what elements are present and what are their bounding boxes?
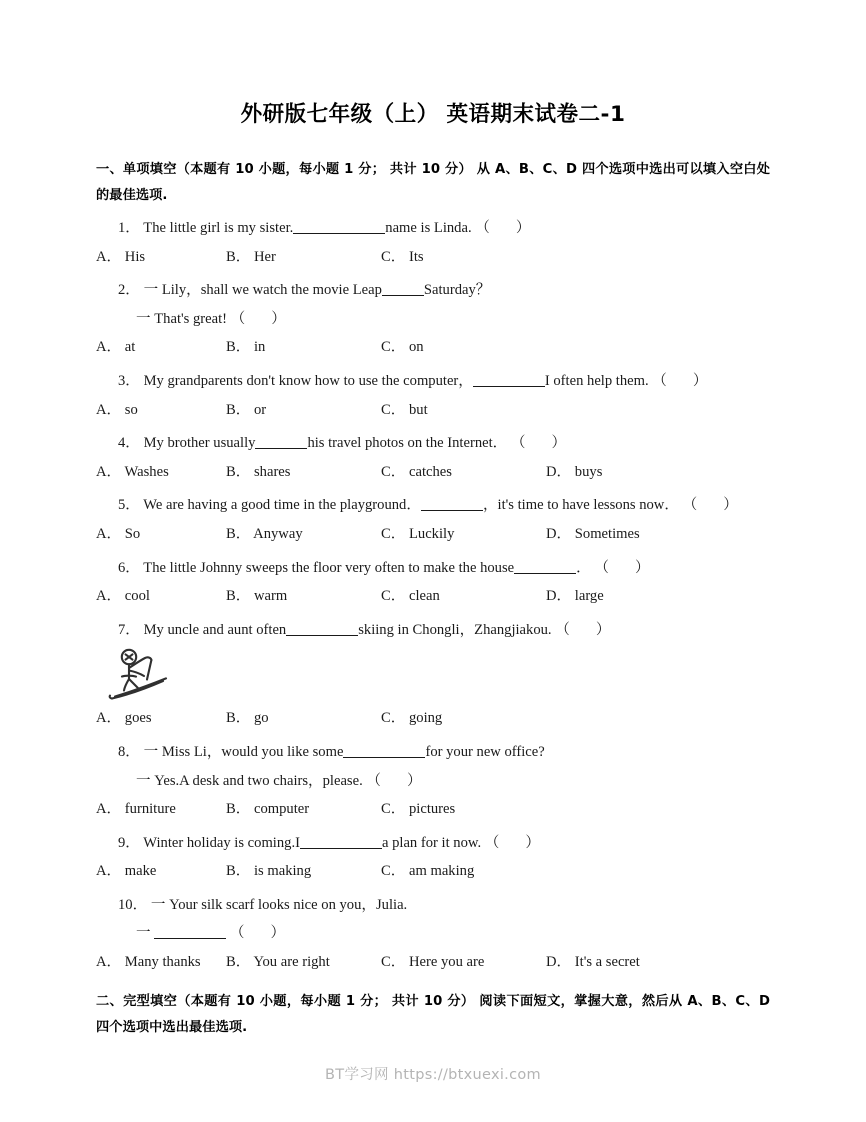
stem-text-before-blank: We are having a good time in the playground． [143, 497, 421, 514]
question-stem [96, 276, 770, 305]
option-text: going [408, 710, 443, 727]
option-label: B． [226, 525, 251, 542]
option-label: B． [226, 339, 251, 356]
option-text: large [574, 588, 604, 605]
option-text: Her [253, 248, 276, 265]
dialogue-dash: 一 [143, 281, 159, 299]
option-d[interactable] [546, 458, 602, 487]
option-text: Here you are [408, 954, 485, 971]
question-block [96, 829, 770, 886]
option-text: at [124, 339, 136, 356]
option-text: buys [574, 463, 603, 480]
stem-text-before-blank: Winter holiday is coming.I [143, 834, 300, 851]
answer-paren[interactable]: （ ） [594, 559, 650, 576]
option-text: You are right [253, 954, 330, 971]
question-number: 10． [118, 896, 148, 913]
option-label: B． [226, 248, 251, 265]
option-text: or [253, 401, 267, 418]
option-d[interactable] [546, 948, 640, 977]
question-stem [96, 367, 770, 396]
option-label: B． [226, 463, 251, 480]
stem-text-before-blank: My uncle and aunt often [143, 621, 287, 638]
option-b[interactable] [226, 396, 266, 425]
question-number: 5． [118, 497, 140, 514]
option-label: A． [96, 710, 122, 727]
options-row [96, 396, 770, 425]
question-stem [96, 829, 770, 858]
option-label: A． [96, 401, 122, 418]
options-row [96, 795, 770, 824]
answer-blank[interactable] [293, 233, 385, 234]
option-text: but [408, 401, 428, 418]
question-block [96, 891, 770, 977]
section-heading-2: 二、完型填空（本题有 10 小题，每小题 1 分； 共计 10 分） 阅读下面短文，掌握大意，然后从 A、B、C、D 四个选项中选出最佳选项. [96, 993, 770, 1035]
option-b[interactable] [226, 704, 269, 733]
option-label: D． [546, 463, 572, 480]
option-text: Its [408, 248, 424, 265]
question-number: 1． [118, 220, 140, 236]
answer-paren[interactable]: （ ） [229, 925, 286, 942]
option-b[interactable] [226, 795, 309, 824]
option-a[interactable] [96, 795, 176, 824]
skier-icon [96, 646, 770, 704]
option-label: C． [381, 525, 406, 542]
option-b[interactable] [226, 458, 290, 487]
question-stem-second-line [96, 919, 770, 948]
option-label: B． [226, 801, 251, 818]
question-stem [96, 429, 770, 458]
option-text: make [124, 863, 157, 880]
stem-text-after-blank: Saturday？ [423, 282, 491, 299]
question-stem-second-line [96, 305, 770, 334]
option-a[interactable] [96, 243, 145, 272]
options-row [96, 520, 770, 549]
option-label: C． [381, 248, 406, 265]
option-d[interactable] [546, 520, 640, 549]
option-label: D． [546, 525, 572, 542]
answer-blank[interactable] [154, 938, 226, 939]
dialogue-dash: 一 [136, 771, 151, 789]
option-text: go [253, 710, 269, 727]
option-a[interactable] [96, 948, 201, 977]
option-text: Many thanks [124, 954, 201, 971]
answer-blank[interactable] [473, 386, 545, 387]
question-stem [96, 491, 770, 520]
answer-paren[interactable]: （ ） [652, 372, 708, 389]
options-row [96, 948, 770, 977]
option-a[interactable] [96, 396, 138, 425]
footer-watermark: BT学习网 https://btxuexi.com [325, 1067, 541, 1083]
options-row [96, 333, 770, 362]
option-label: C． [381, 588, 406, 605]
option-text: is making [253, 863, 312, 880]
option-text: So [124, 525, 141, 542]
stem-text-before-blank: My grandparents don't know how to use the computer， [143, 372, 473, 389]
option-text: cool [124, 588, 150, 605]
answer-paren[interactable]: （ ） [682, 497, 738, 514]
option-a[interactable] [96, 458, 169, 487]
option-text: Anyway [253, 525, 303, 542]
question-number: 9． [118, 834, 140, 851]
option-c[interactable] [381, 458, 452, 487]
option-text: in [253, 339, 266, 356]
option-label: B． [226, 954, 251, 971]
option-label: C． [381, 863, 406, 880]
stem-text-before-blank: Lily，shall we watch the movie Leap [161, 282, 382, 299]
options-row [96, 458, 770, 487]
option-text: goes [124, 710, 152, 727]
section-heading-1: 一、单项填空（本题有 10 小题，每小题 1 分； 共计 10 分） 从 A、B、C、D 四个选项中选出可以填入空白处的最佳选项. [96, 162, 770, 203]
answer-blank[interactable] [286, 635, 358, 636]
option-label: C． [381, 801, 406, 818]
question-block [96, 276, 770, 362]
option-c[interactable] [381, 396, 428, 425]
question-number: 4． [118, 435, 140, 452]
stem-text-before-blank: Miss Li，would you like some [161, 743, 344, 760]
answer-blank[interactable] [255, 448, 307, 449]
answer-paren[interactable]: （ ） [510, 435, 567, 452]
option-text: so [124, 401, 138, 418]
answer-paren[interactable]: （ ） [475, 220, 531, 236]
answer-blank[interactable] [421, 510, 483, 511]
answer-paren[interactable]: （ ） [555, 621, 611, 638]
option-label: A． [96, 339, 122, 356]
question-block [96, 491, 770, 548]
question-block [96, 367, 770, 424]
option-label: C． [381, 339, 406, 356]
question-stem-second-line [96, 767, 770, 796]
answer-blank[interactable] [343, 757, 425, 758]
question-stem [96, 891, 770, 920]
stem-text-after-blank: name is Linda. [385, 220, 472, 236]
dialogue-dash: 一 [143, 742, 159, 760]
option-a[interactable] [96, 857, 156, 886]
document-body [96, 157, 770, 1041]
stem-text-second-line: That's great! [154, 310, 227, 327]
options-row [96, 857, 770, 886]
option-c[interactable] [381, 333, 424, 362]
option-label: C． [381, 463, 406, 480]
stem-text-before-blank: Your silk scarf looks nice on you，Julia. [169, 896, 408, 913]
options-row [96, 243, 770, 272]
option-c[interactable] [381, 520, 454, 549]
question-number: 8． [118, 743, 140, 760]
option-text: pictures [408, 801, 456, 818]
option-label: B． [226, 710, 251, 727]
option-text: Sometimes [574, 525, 640, 542]
option-label: B． [226, 401, 251, 418]
option-label: C． [381, 401, 406, 418]
stem-text-after-blank: his travel photos on the Internet． [307, 435, 508, 452]
stem-text-second-line: Yes.A desk and two chairs，please. [154, 772, 363, 789]
stem-text-after-blank: skiing in Chongli，Zhangjiakou. [358, 621, 552, 638]
option-label: A． [96, 525, 122, 542]
option-a[interactable] [96, 333, 135, 362]
option-text: warm [253, 588, 288, 605]
answer-blank[interactable] [300, 848, 382, 849]
question-block [96, 738, 770, 824]
option-c[interactable] [381, 704, 442, 733]
option-label: A． [96, 863, 122, 880]
option-a[interactable] [96, 582, 150, 611]
question-number: 3． [118, 372, 140, 389]
question-stem [96, 554, 770, 583]
option-c[interactable] [381, 243, 424, 272]
option-text: Washes [124, 463, 169, 480]
option-label: A． [96, 801, 122, 818]
question-stem [96, 214, 770, 243]
page-title: 外研版七年级（上） 英语期末试卷二-1 [240, 102, 626, 127]
question-number: 6． [118, 559, 140, 576]
options-row [96, 582, 770, 611]
stem-text-before-blank: My brother usually [143, 435, 256, 452]
dialogue-dash: 一 [136, 924, 151, 942]
option-text: clean [408, 588, 440, 605]
option-text: catches [408, 463, 452, 480]
option-label: C． [381, 954, 406, 971]
question-number: 7． [118, 621, 140, 638]
answer-blank[interactable] [514, 573, 576, 574]
answer-blank[interactable] [382, 295, 424, 296]
option-text: computer [253, 801, 310, 818]
questions-container [96, 214, 770, 977]
stem-text-after-blank: ． [576, 559, 591, 576]
question-block [96, 554, 770, 611]
option-label: B． [226, 863, 251, 880]
dialogue-dash: 一 [136, 309, 151, 327]
option-label: D． [546, 588, 572, 605]
option-a[interactable] [96, 520, 140, 549]
option-text: am making [408, 863, 475, 880]
option-b[interactable] [226, 857, 311, 886]
option-c[interactable] [381, 948, 484, 977]
answer-paren[interactable]: （ ） [230, 310, 286, 327]
stem-text-after-blank: ，it's time to have lessons now． [482, 497, 679, 514]
option-b[interactable] [226, 948, 330, 977]
question-block [96, 214, 770, 271]
question-number: 2． [118, 282, 140, 299]
option-label: B． [226, 588, 251, 605]
option-label: A． [96, 463, 122, 480]
options-row [96, 704, 770, 733]
option-label: D． [546, 954, 572, 971]
stem-text-before-blank: The little Johnny sweeps the floor very often to make the house [143, 559, 515, 576]
option-text: It's a secret [574, 954, 640, 971]
option-d[interactable] [546, 582, 604, 611]
option-text: on [408, 339, 424, 356]
stem-text-after-blank: for your new office? [425, 743, 545, 760]
option-label: C． [381, 710, 406, 727]
option-text: His [124, 248, 146, 265]
stem-text-before-blank: The little girl is my sister. [143, 220, 294, 236]
option-text: shares [253, 463, 291, 480]
question-block [96, 429, 770, 486]
option-c[interactable] [381, 857, 474, 886]
option-a[interactable] [96, 704, 152, 733]
dialogue-dash: 一 [150, 895, 166, 913]
option-b[interactable] [226, 582, 287, 611]
option-label: A． [96, 588, 122, 605]
answer-paren[interactable]: （ ） [484, 834, 540, 851]
answer-paren[interactable]: （ ） [366, 772, 422, 789]
option-b[interactable] [226, 243, 276, 272]
option-text: furniture [124, 801, 176, 818]
option-text: Luckily [408, 525, 455, 542]
option-label: A． [96, 954, 122, 971]
stem-text-after-blank: I often help them. [544, 372, 649, 389]
question-stem [96, 738, 770, 767]
stem-text-after-blank: a plan for it now. [381, 834, 482, 851]
option-c[interactable] [381, 795, 455, 824]
question-block [96, 616, 770, 733]
option-c[interactable] [381, 582, 440, 611]
option-label: A． [96, 248, 122, 265]
option-b[interactable] [226, 520, 303, 549]
question-stem [96, 616, 770, 645]
option-b[interactable] [226, 333, 265, 362]
